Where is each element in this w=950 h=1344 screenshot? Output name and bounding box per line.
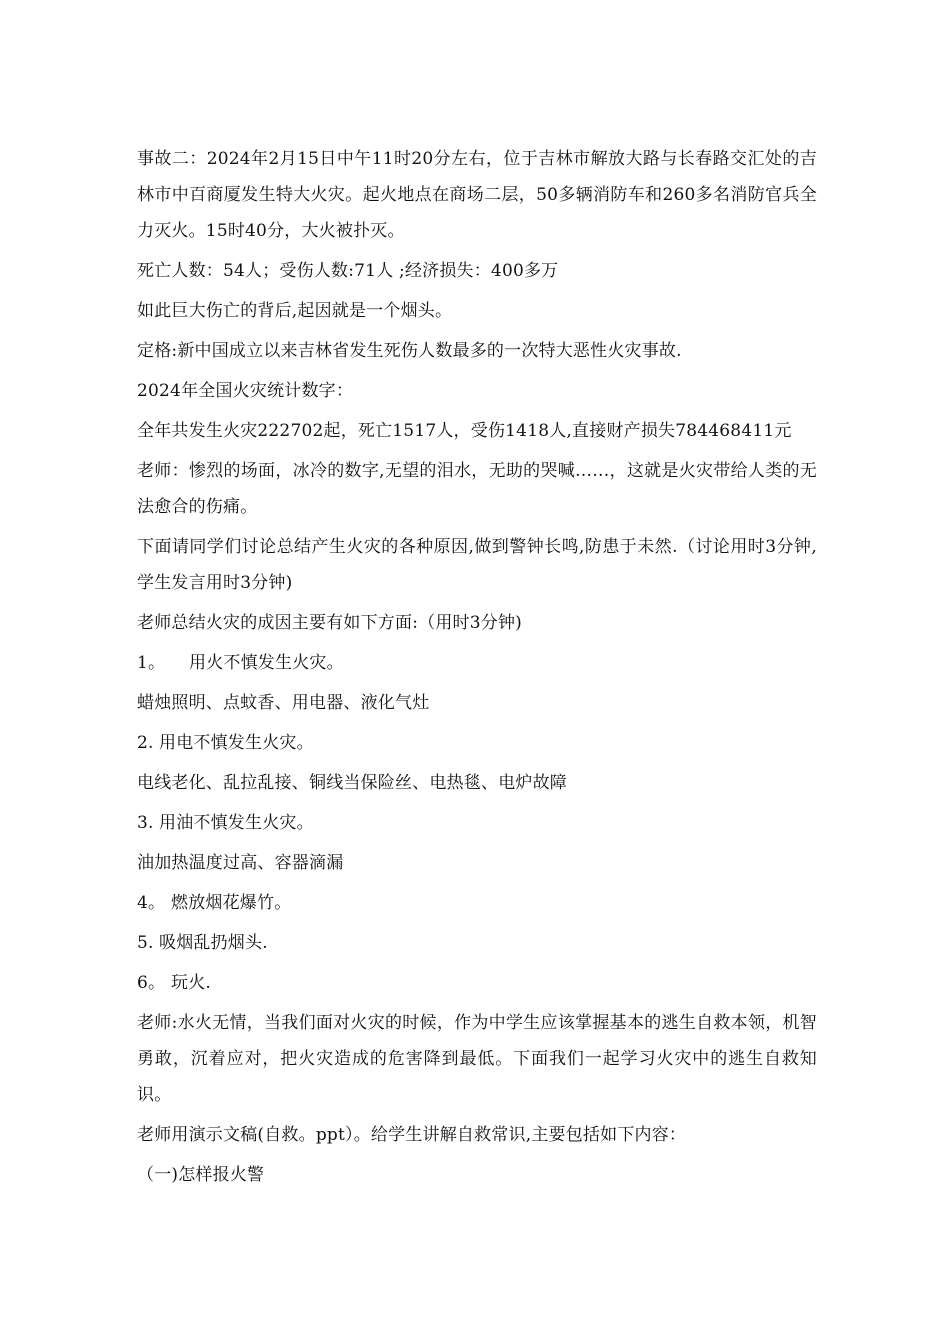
cause-title: 用火不慎发生火灾。 (189, 653, 344, 673)
cause-number: 3. (137, 813, 154, 833)
paragraph-summary-intro: 老师总结火灾的成因主要有如下方面:（用时3分钟) (137, 613, 522, 633)
paragraph-casualties: 死亡人数：54人；受伤人数:71人 ;经济损失：400多万 (137, 261, 559, 281)
cause-item-5 (137, 925, 817, 961)
cause-title: 用油不慎发生火灾。 (159, 813, 314, 833)
cause-number: 5. (137, 933, 154, 953)
cause-item-3 (137, 805, 817, 841)
cause-item-6 (137, 965, 817, 1001)
paragraph-discussion: 下面请同学们讨论总结产生火灾的各种原因,做到警钟长鸣,防患于未然.（讨论用时3分钟,学生发言用时3分钟) (137, 537, 817, 593)
paragraph-stats-heading: 2024年全国火灾统计数字： (137, 381, 354, 401)
cause-title: 玩火. (171, 973, 212, 993)
cause-number: 1。 (137, 653, 166, 673)
cause-title: 吸烟乱扔烟头. (159, 933, 268, 953)
cause-detail-1: 蜡烛照明、点蚊香、用电器、液化气灶 (137, 693, 430, 713)
document-page (137, 141, 817, 1197)
paragraph-teacher-remark: 老师：惨烈的场面，冰冷的数字,无望的泪水，无助的哭喊……，这就是火灾带给人类的无法愈合的伤痛。 (137, 461, 817, 517)
paragraph-cause-cigarette: 如此巨大伤亡的背后,起因就是一个烟头。 (137, 301, 453, 321)
cause-number: 2. (137, 733, 154, 753)
paragraph-conclusion: 定格:新中国成立以来吉林省发生死伤人数最多的一次特大恶性火灾事故. (137, 341, 682, 361)
paragraph-escape-intro: 老师:水火无情，当我们面对火灾的时候，作为中学生应该掌握基本的逃生自救本领，机智勇敢，沉着应对，把火灾造成的危害降到最低。下面我们一起学习火灾中的逃生自救知识。 (137, 1013, 817, 1105)
cause-title: 燃放烟花爆竹。 (171, 893, 292, 913)
paragraph-accident-two: 事故二：2024年2月15日中午11时20分左右，位于吉林市解放大路与长春路交汇处的吉林市中百商厦发生特大火灾。起火地点在商场二层，50多辆消防车和260多名消防官兵全力灭火。15时40分，大火被扑灭。 (137, 149, 817, 241)
cause-title: 用电不慎发生火灾。 (159, 733, 314, 753)
cause-number: 4。 (137, 893, 166, 913)
paragraph-stats: 全年共发生火灾222702起，死亡1517人，受伤1418人,直接财产损失784468411元 (137, 421, 792, 441)
cause-number: 6。 (137, 973, 166, 993)
cause-item-4 (137, 885, 817, 921)
section-heading-report-fire: （一)怎样报火警 (137, 1165, 265, 1185)
cause-item-1 (137, 645, 817, 681)
paragraph-presentation: 老师用演示文稿(自救。ppt）。给学生讲解自救常识,主要包括如下内容： (137, 1125, 687, 1145)
cause-detail-2: 电线老化、乱拉乱接、铜线当保险丝、电热毯、电炉故障 (137, 773, 567, 793)
cause-detail-3: 油加热温度过高、容器滴漏 (137, 853, 344, 873)
cause-item-2 (137, 725, 817, 761)
